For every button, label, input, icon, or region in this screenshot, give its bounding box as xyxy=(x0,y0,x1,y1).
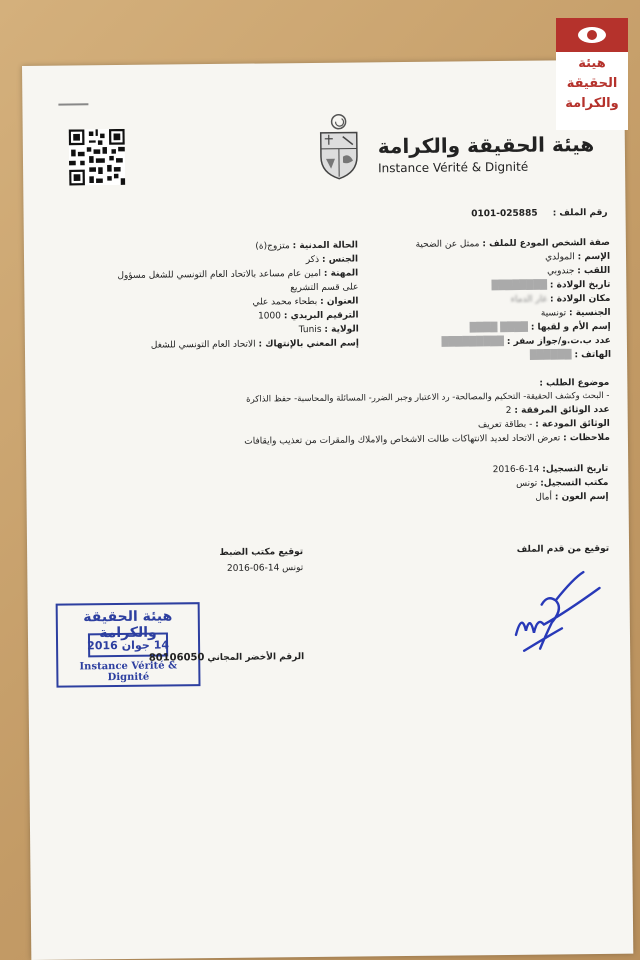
registration-office: مكتب التسجيل: تونس xyxy=(516,477,609,489)
document-page xyxy=(22,60,633,960)
request-docs: الوثائق المودعة : - بطاقة تعريف xyxy=(477,418,610,431)
right-column xyxy=(370,238,611,367)
handwritten-signature-icon xyxy=(503,564,608,669)
right-row-birth-date: تاريخ الولادة : ████████ xyxy=(491,279,611,292)
right-row-mother-name: إسم الأم و لقبها : ████ ████ xyxy=(469,321,611,334)
request-subject-value: - البحث وكشف الحقيقة- التحكيم والمصالحة- رد الاعتبار وجبر الضرر- المسائلة والمحاسبة- حفظ الذاكرة xyxy=(246,390,610,405)
tunisia-emblem-icon xyxy=(315,112,364,182)
left-row-profession-cont: على قسم التشريع xyxy=(290,282,359,294)
request-block xyxy=(49,378,610,453)
left-row-address: العنوان : بطحاء محمد علي xyxy=(252,296,359,308)
logo-word-1: هيئة xyxy=(578,56,606,71)
stamp-name-french: Instance Vérité & Dignité xyxy=(79,660,178,684)
office-place-date: تونس 14-06-2016 xyxy=(226,563,304,574)
hotline: الرقم الأخضر المجاني 80106050 xyxy=(148,652,305,664)
left-row-governorate: الولاية : Tunis xyxy=(298,324,359,336)
right-row-last-name: اللقب : جندوبي xyxy=(547,265,611,277)
stamp-date: 2016 جوان 14 xyxy=(88,633,168,658)
org-name-arabic: هيئة الحقيقة والكرامة xyxy=(377,132,595,159)
qr-code-icon xyxy=(69,129,126,186)
left-column xyxy=(58,240,359,355)
request-docs-count: عدد الوثائق المرفقة : 2 xyxy=(505,404,610,416)
request-notes: ملاحظات : تعرض الاتحاد لعديد الانتهاكات طالت الاشخاص والاملاك والمقرات من تعذيب وايقافات xyxy=(244,432,610,447)
eye-icon xyxy=(576,24,608,46)
logo-word-3: والكرامة xyxy=(565,96,619,111)
official-stamp xyxy=(56,602,201,688)
ivd-logo xyxy=(556,18,628,130)
file-number-value: 0101-025885 xyxy=(471,208,538,220)
left-row-gender: الجنس : ذكر xyxy=(305,254,359,266)
right-row-phone: الهاتف : ██████ xyxy=(529,349,612,361)
logo-word-2: الحقيقة xyxy=(566,76,618,91)
registration-block xyxy=(368,464,608,509)
office-signature-label: توقيع مكتب الضبط xyxy=(219,547,304,558)
left-row-civil-status: الحالة المدنية : متزوج(ة) xyxy=(255,240,358,252)
right-row-role: صفة الشخص المودع للملف : ممثل عن الضحية xyxy=(415,237,610,250)
right-row-nationality: الجنسية : تونسية xyxy=(540,307,611,319)
left-row-postal-code: الترقيم البريدي : 1000 xyxy=(258,310,359,322)
right-row-birth-place: مكان الولادة : غار الدماء xyxy=(510,293,611,305)
org-name-french: Instance Vérité & Dignité xyxy=(378,159,529,176)
right-row-id-number: عدد ب.ت.و/جواز سفر : █████████ xyxy=(441,335,611,348)
file-number-label: رقم الملف : xyxy=(552,207,608,219)
request-subject: موضوع الطلب : xyxy=(539,377,610,389)
right-row-first-name: الإسم : المولدي xyxy=(545,251,611,263)
submitter-signature-label: توقيع من قدم الملف xyxy=(516,543,610,555)
left-row-violated-party: إسم المعني بالإنتهاك : الاتحاد العام التونسي للشغل xyxy=(150,338,359,351)
left-row-profession: المهنة : امين عام مساعد بالاتحاد العام التونسي للشغل مسؤول xyxy=(117,268,359,282)
stamp-name-arabic: هيئة الحقيقة والكرامة xyxy=(83,608,173,642)
registration-date: تاريخ التسجيل: 14-6-2016 xyxy=(492,463,609,476)
registration-agent: إسم العون : أمال xyxy=(535,491,609,503)
top-dash xyxy=(58,103,88,105)
